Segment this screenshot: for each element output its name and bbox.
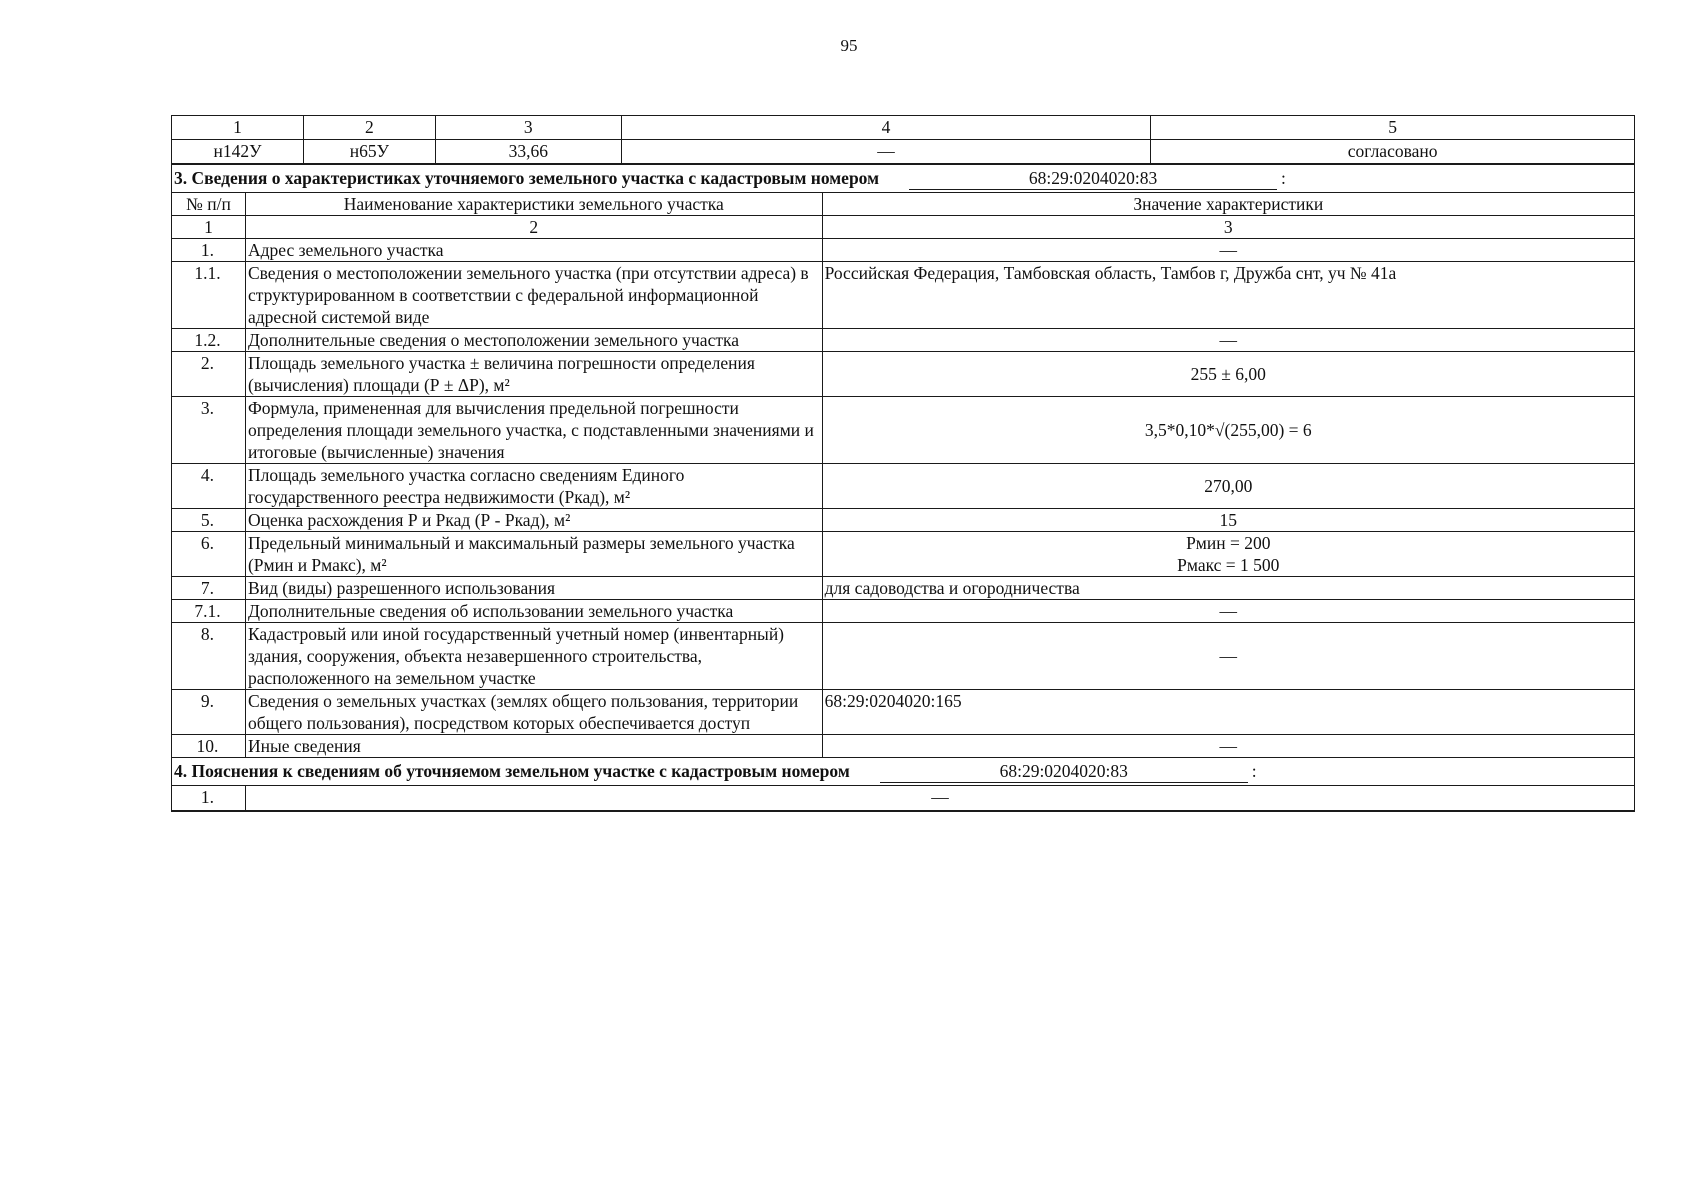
table-row [172, 262, 1635, 329]
row-number: 1.1. [172, 262, 246, 329]
row-number: 1. [172, 239, 246, 262]
table-row [172, 464, 1635, 509]
page-number: 95 [840, 36, 858, 55]
row-value: Российская Федерация, Тамбовская область, Тамбов г, Дружба снт, уч № 41а [822, 262, 1634, 329]
table-row [172, 329, 1635, 352]
cell-point-from: н142У [172, 140, 304, 164]
table-row [172, 735, 1635, 758]
table-row [172, 352, 1635, 397]
col-header-name: Наименование характеристики земельного участка [245, 193, 822, 216]
row-number: 8. [172, 623, 246, 690]
col-header-num: № п/п [172, 193, 246, 216]
row-name: Сведения о земельных участках (землях общего пользования, территории общего пользования), посредством которых обеспечивается доступ [245, 690, 822, 735]
cell-length: 33,66 [435, 140, 621, 164]
section4-colon: : [1251, 761, 1257, 781]
section3-header-row [172, 193, 1635, 216]
row-name: Оценка расхождения Р и Ркад (Р - Ркад), м² [245, 509, 822, 532]
table-row [172, 623, 1635, 690]
section4-cadastral-number: 68:29:0204020:83 [880, 761, 1248, 783]
table-row [172, 532, 1635, 577]
section3-title-row [172, 165, 1635, 193]
row-value: — [822, 623, 1634, 690]
col-number: 1 [172, 216, 246, 239]
row-number: 6. [172, 532, 246, 577]
row-number: 1. [172, 786, 246, 812]
table-row [172, 140, 1635, 164]
row-value: — [245, 786, 1634, 812]
row-name: Адрес земельного участка [245, 239, 822, 262]
row-number: 7. [172, 577, 246, 600]
col-number: 3 [822, 216, 1634, 239]
table-row [172, 509, 1635, 532]
table-row [172, 600, 1635, 623]
characteristics-table [171, 164, 1635, 812]
section3-title: 3. Сведения о характеристиках уточняемого земельного участка с кадастровым номером [174, 168, 880, 188]
row-number: 2. [172, 352, 246, 397]
row-value: 68:29:0204020:165 [822, 690, 1634, 735]
table-row [172, 690, 1635, 735]
row-name: Площадь земельного участка согласно сведениям Единого государственного реестра недвижимости (Ркад), м² [245, 464, 822, 509]
row-name: Сведения о местоположении земельного участка (при отсутствии адреса) в структурированном в соответствии с федеральной информационной адресной системой виде [245, 262, 822, 329]
row-name: Площадь земельного участка ± величина погрешности определения (вычисления) площади (Р ± ΔР), м² [245, 352, 822, 397]
col-header: 2 [303, 116, 435, 140]
row-number: 7.1. [172, 600, 246, 623]
row-name: Иные сведения [245, 735, 822, 758]
row-value: — [822, 600, 1634, 623]
row-value: 15 [822, 509, 1634, 532]
col-header: 1 [172, 116, 304, 140]
section4-title: 4. Пояснения к сведениям об уточняемом земельном участке с кадастровым номером [174, 761, 850, 781]
table-row [172, 577, 1635, 600]
row-name: Кадастровый или иной государственный учетный номер (инвентарный) здания, сооружения, объекта незавершенного строительства, расположенного на земельном участке [245, 623, 822, 690]
col-header: 4 [621, 116, 1151, 140]
row-value: 255 ± 6,00 [822, 352, 1634, 397]
cell-point-to: н65У [303, 140, 435, 164]
row-name: Дополнительные сведения об использовании земельного участка [245, 600, 822, 623]
row-number: 1.2. [172, 329, 246, 352]
row-name: Предельный минимальный и максимальный размеры земельного участка (Рмин и Рмакс), м² [245, 532, 822, 577]
row-name: Формула, примененная для вычисления предельной погрешности определения площади земельного участка, с подставленными значениями и итоговые (вычисленные) значения [245, 397, 822, 464]
table-header-row [172, 116, 1635, 140]
cell-dash: — [621, 140, 1151, 164]
col-header-value: Значение характеристики [822, 193, 1634, 216]
row-value: 270,00 [822, 464, 1634, 509]
row-value [822, 532, 1634, 577]
section3-col-numbers-row [172, 216, 1635, 239]
row-value: — [822, 239, 1634, 262]
row-name: Дополнительные сведения о местоположении земельного участка [245, 329, 822, 352]
value-max-size: Рмакс = 1 500 [1177, 555, 1280, 575]
row-number: 3. [172, 397, 246, 464]
row-name: Вид (виды) разрешенного использования [245, 577, 822, 600]
row-number: 5. [172, 509, 246, 532]
row-value: — [822, 329, 1634, 352]
cell-status: согласовано [1151, 140, 1635, 164]
row-number: 4. [172, 464, 246, 509]
value-min-size: Рмин = 200 [1186, 533, 1271, 553]
table-row [172, 239, 1635, 262]
section4-title-row [172, 758, 1635, 786]
table-row [172, 397, 1635, 464]
row-value: для садоводства и огородничества [822, 577, 1634, 600]
boundary-table [171, 115, 1635, 164]
row-number: 10. [172, 735, 246, 758]
section3-cadastral-number: 68:29:0204020:83 [909, 168, 1277, 190]
col-number: 2 [245, 216, 822, 239]
col-header: 5 [1151, 116, 1635, 140]
section3-colon: : [1281, 168, 1286, 188]
row-value: — [822, 735, 1634, 758]
row-value: 3,5*0,10*√(255,00) = 6 [822, 397, 1634, 464]
col-header: 3 [435, 116, 621, 140]
row-number: 9. [172, 690, 246, 735]
table-row [172, 786, 1635, 812]
